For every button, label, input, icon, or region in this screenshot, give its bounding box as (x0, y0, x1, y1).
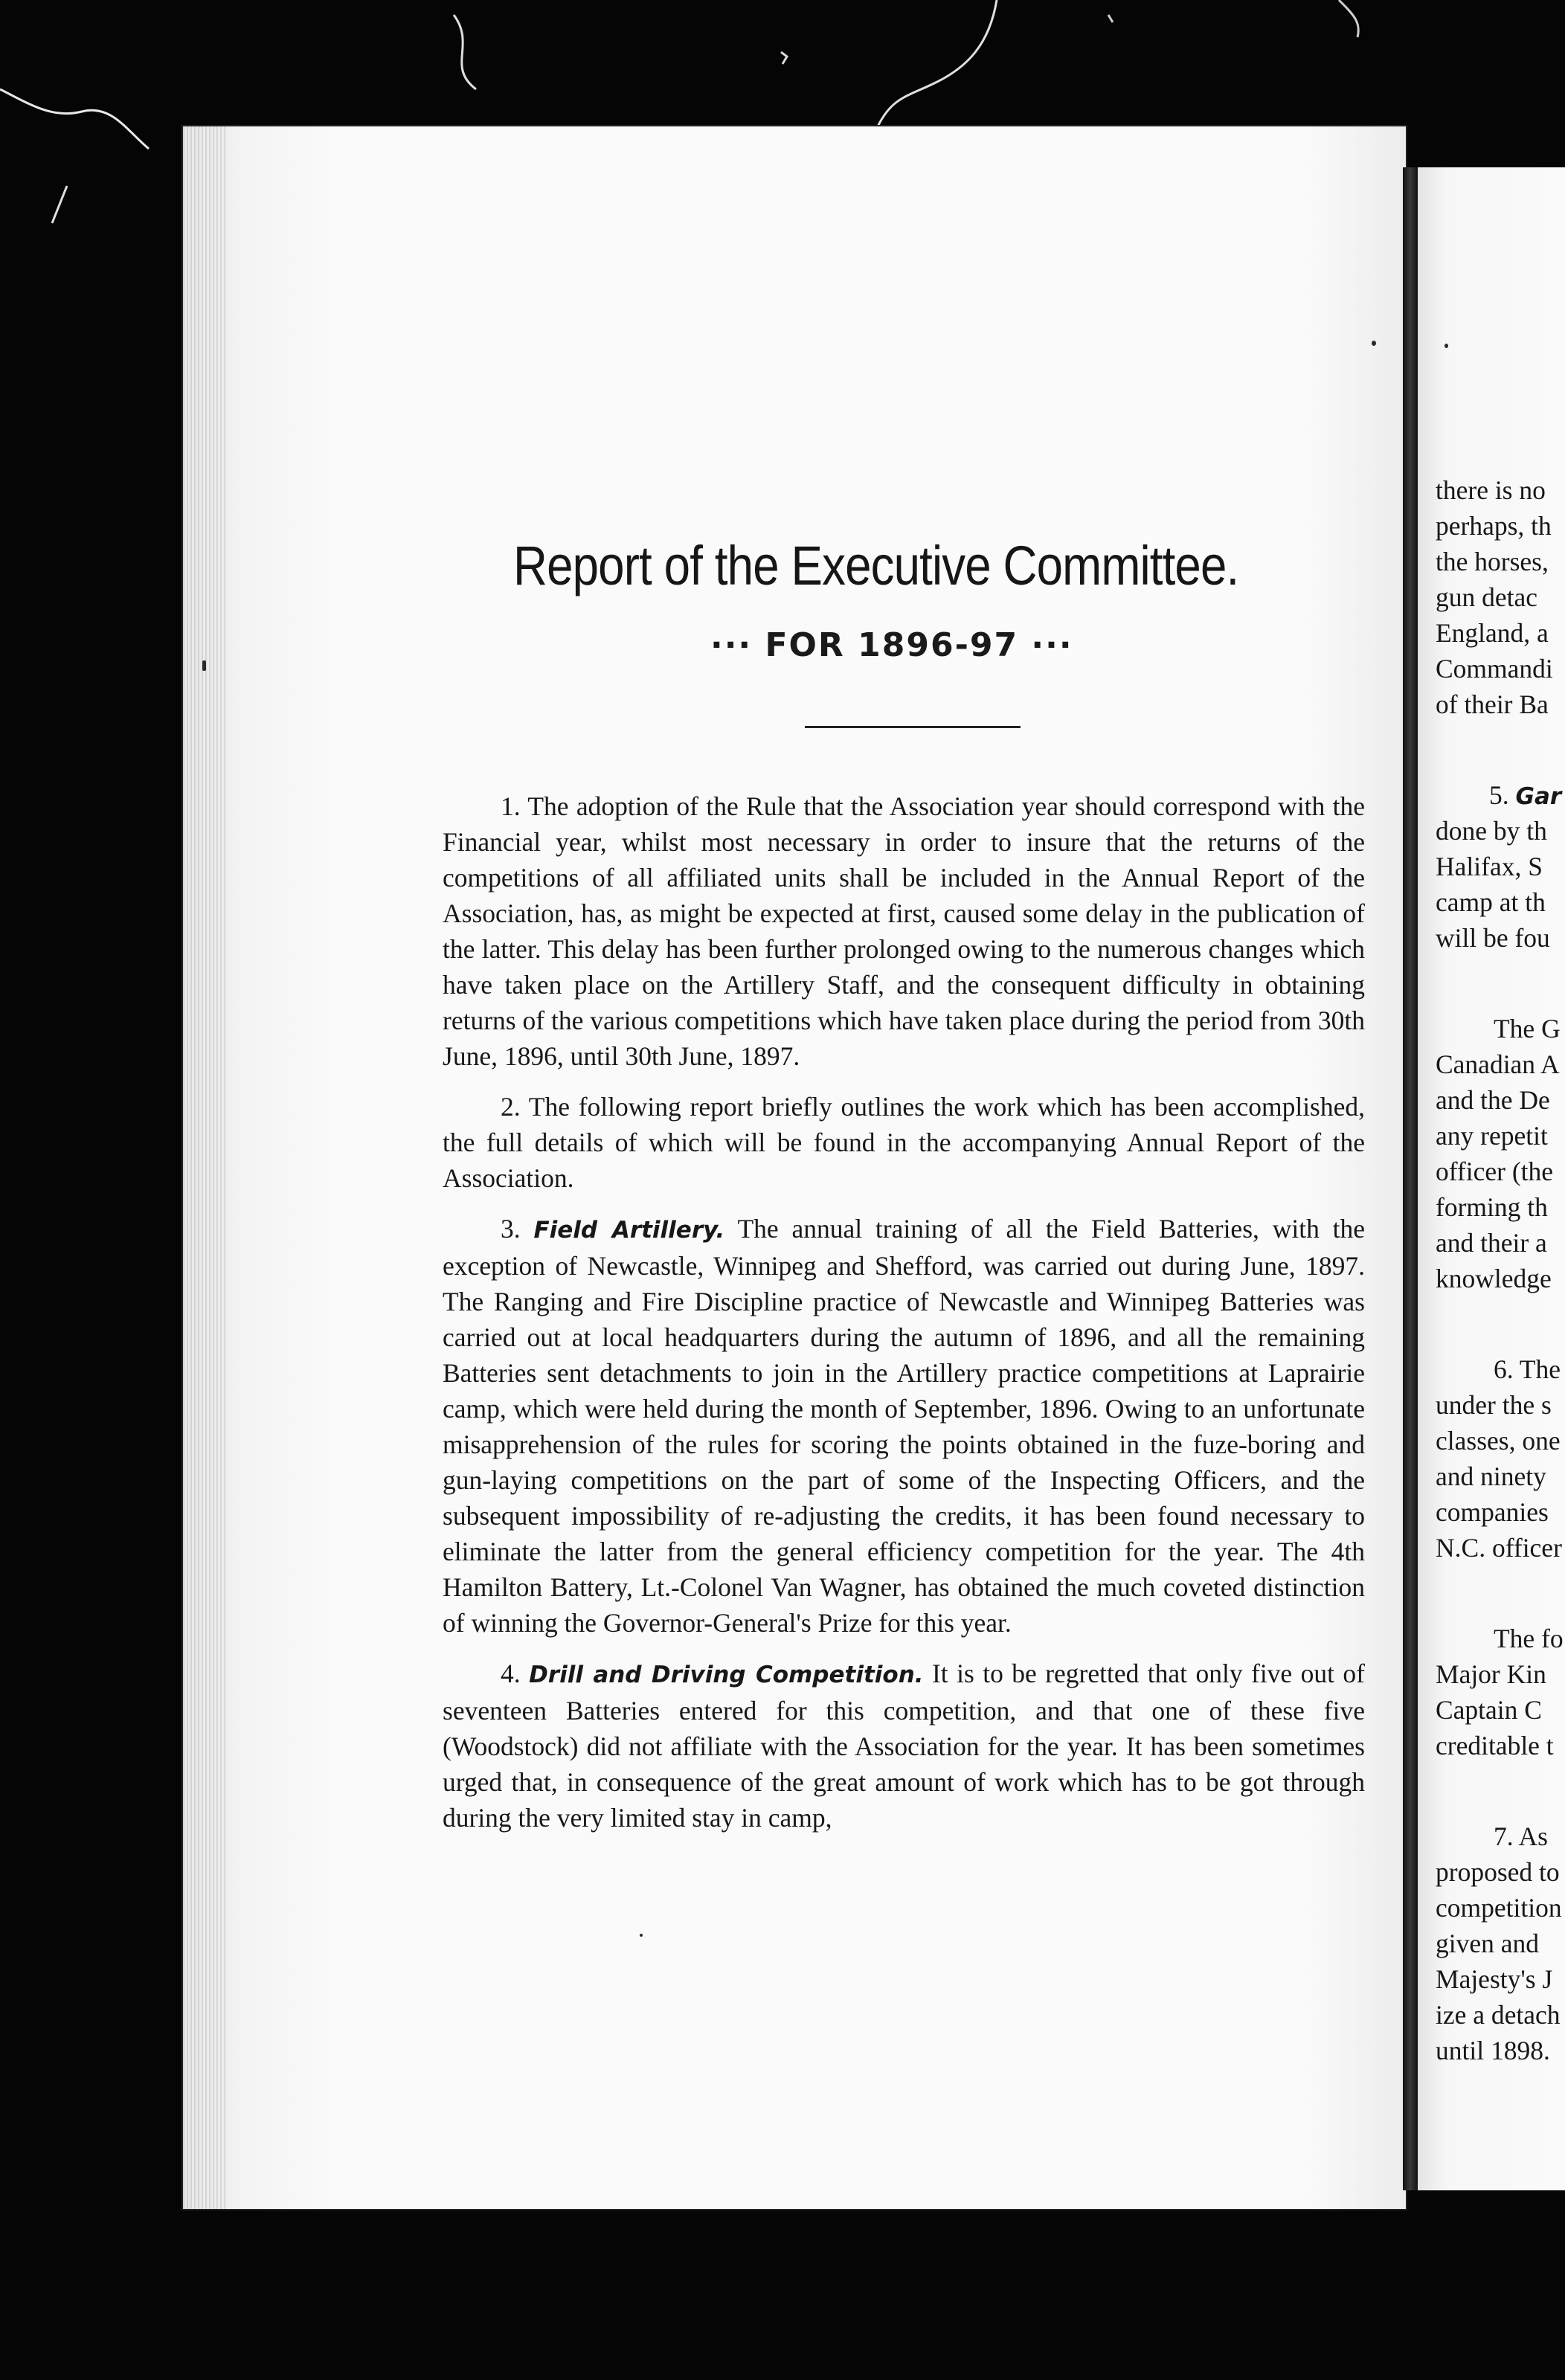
report-title: Report of the Executive Committee. (513, 535, 1239, 596)
fragment-line: will be fou (1436, 923, 1550, 953)
fragment-line: and the De (1436, 1085, 1550, 1115)
paragraph-number: 2. (501, 1092, 521, 1122)
fragment-line: of their Ba (1436, 689, 1549, 719)
fragment-line: officer (the (1436, 1157, 1554, 1186)
paragraph-number: 4. (501, 1659, 521, 1688)
fiber-mark (52, 186, 67, 223)
fragment-line: there is no (1436, 475, 1546, 505)
fragment-line: 7. As (1494, 1821, 1548, 1851)
fragment-line: Captain C (1436, 1695, 1542, 1725)
fragment-line: N.C. officer (1436, 1533, 1562, 1563)
fiber-mark (454, 15, 476, 89)
paragraph-4 (443, 1656, 1365, 1836)
paragraph-3 (443, 1211, 1365, 1641)
fragment-heading-line (1436, 777, 1565, 813)
right-page-text (1436, 472, 1565, 2068)
fragment-heading: Gar (1515, 783, 1562, 810)
ink-speck (1445, 344, 1448, 348)
page-edge-stack (183, 126, 228, 2209)
fragment-line: Major Kin (1436, 1659, 1546, 1689)
ink-speck (202, 660, 206, 671)
paragraph-text: The adoption of the Rule that the Association year should correspond with the Financial year, whilst most necessary in order to insure that the returns of the competitions of all affiliated units shall be included in the Annual Report of the Association, has, as might be expected at first, caused some delay in the publication of the latter. This delay has been further prolonged owing to the numerous changes which have taken place on the Artillery Staff, and the consequent difficulty in obtaining returns of the various competitions which have taken place during the period from 30th June, 1896, until 30th June, 1897. (443, 791, 1365, 1071)
fiber-mark (878, 0, 997, 126)
paragraph-2 (443, 1089, 1365, 1196)
paragraph-number: 3. (501, 1214, 521, 1244)
fragment-line: Commandi (1436, 654, 1553, 684)
ink-speck (1372, 341, 1376, 346)
fragment-line: companies (1436, 1497, 1549, 1527)
fiber-mark (781, 52, 787, 64)
fragment-line: Canadian A (1436, 1049, 1560, 1079)
paragraph-heading: Field Artillery. (533, 1217, 725, 1244)
fragment-line: classes, one (1436, 1426, 1561, 1456)
paragraph-text: The following report briefly outlines the work which has been accomplished, the full details of which will be found in the accompanying Annual Report of the Association. (443, 1092, 1366, 1193)
fragment-line: until 1898. (1436, 2036, 1550, 2065)
paragraph-text: It is to be regretted that only five out of seventeen Batteries entered for this competition, and that one of these five (Woodstock) did not affiliate with the Association for the year. It has been sometimes urged that, in consequence of the great amount of work which has to be got through during the very limited stay in camp, (443, 1659, 1365, 1833)
paragraph-heading: Drill and Driving Competition. (529, 1662, 924, 1688)
right-page-fragment (1418, 167, 1565, 2190)
fragment-line: proposed to (1436, 1857, 1560, 1887)
fragment-line: Halifax, S (1436, 852, 1543, 881)
ink-speck (640, 1934, 643, 1937)
fragment-line: England, a (1436, 618, 1549, 648)
fragment-line: forming th (1436, 1192, 1548, 1222)
fragment-line: ize a detach (1436, 2000, 1561, 2030)
fragment-line: competition (1436, 1893, 1562, 1923)
fragment-line: any repetit (1436, 1121, 1548, 1151)
paragraph-1 (443, 788, 1365, 1074)
fragment-number: 5. (1489, 780, 1509, 810)
fiber-mark (1339, 0, 1358, 37)
fragment-line: knowledge (1436, 1264, 1552, 1293)
fragment-line: perhaps, th (1436, 511, 1552, 541)
book-gutter (1403, 167, 1418, 2190)
fragment-line: the horses, (1436, 547, 1549, 576)
fragment-line: and their a (1436, 1228, 1547, 1258)
fragment-line: and ninety (1436, 1461, 1546, 1491)
fragment-line: creditable t (1436, 1731, 1554, 1760)
report-subtitle: ··· FOR 1896-97 ··· (710, 626, 1073, 664)
paragraph-text: The annual training of all the Field Batteries, with the exception of Newcastle, Winnipeg and Shefford, was carried out during June, 1897. The Ranging and Fire Discipline practice of Newcastle and Winnipeg Batteries was carried out at local headquarters during the autumn of 1896, and all the remaining Batteries sent detachments to join in the Artillery practice competitions at Laprairie camp, which were held during the month of September, 1896. Owing to an unfortunate misapprehension of the rules for scoring the points obtained in the fuze-boring and gun-laying competitions on the part of some of the Inspecting Officers, and the subsequent impossibility of re-adjusting the credits, it has been found necessary to eliminate the latter from the general efficiency competition for the year. The 4th Hamilton Battery, Lt.-Colonel Van Wagner, has obtained the much coveted distinction of winning the Governor-General's Prize for this year. (443, 1214, 1366, 1638)
fiber-mark (0, 89, 149, 149)
fragment-line: The G (1494, 1014, 1561, 1043)
fragment-line: 6. The (1494, 1354, 1561, 1384)
paragraph-number: 1. (501, 791, 521, 821)
fragment-line: done by th (1436, 816, 1547, 846)
fragment-line: The fo (1494, 1624, 1564, 1653)
divider-rule (805, 726, 1021, 728)
report-body (443, 788, 1365, 1850)
fragment-line: camp at th (1436, 887, 1546, 917)
fragment-line: Majesty's J (1436, 1964, 1553, 1994)
fragment-line: under the s (1436, 1390, 1552, 1420)
fiber-mark (1108, 15, 1113, 22)
fragment-line: given and (1436, 1929, 1540, 1958)
fragment-line: gun detac (1436, 582, 1538, 612)
